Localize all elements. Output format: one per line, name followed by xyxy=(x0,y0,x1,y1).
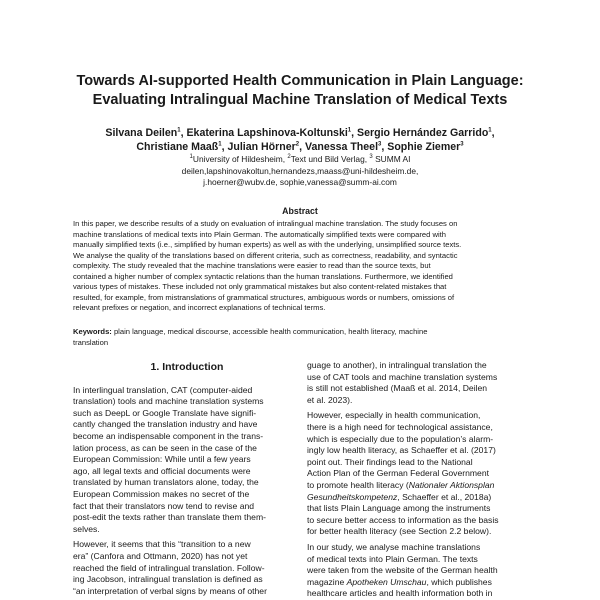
author-name: Sergio Hernández Garrido xyxy=(357,127,489,139)
text-line: ing Jacobson, intralingual translation is defined as xyxy=(73,574,263,585)
right-column xyxy=(307,360,535,600)
text-line xyxy=(307,577,535,589)
text-line: ingly low health literacy, as Schaeffer et al. (2017) xyxy=(307,445,496,456)
paragraph xyxy=(73,539,301,597)
paragraph xyxy=(307,542,535,600)
author-list xyxy=(40,126,560,154)
paragraph xyxy=(73,385,301,536)
email-line: j.hoerner@wubv.de, sophie,vanessa@summ-ai.com xyxy=(203,177,397,187)
left-column xyxy=(73,360,301,597)
text-fragment: magazine xyxy=(307,576,347,587)
text-line: ago, all legal texts and official documents were xyxy=(73,465,251,476)
keywords-line xyxy=(73,327,529,338)
title-line-1: Towards AI-supported Health Communication in Plain Language: xyxy=(76,73,524,89)
text-line: were taken from the website of the German health xyxy=(307,565,498,576)
author-affil-sup: 1 xyxy=(177,127,181,134)
abstract-line: relevant prefixes or negation, and incorrect explanations of technical terms. xyxy=(73,303,326,313)
text-line: which is especially due to the population’s alarm- xyxy=(307,433,494,444)
italic-term: Apotheken Umschau xyxy=(346,576,427,587)
text-line: that lists Plain Language among the instruments xyxy=(307,503,491,514)
keywords xyxy=(73,327,529,348)
text-line: In interlingual translation, CAT (computer-aided xyxy=(73,384,253,395)
author-affil-sup: 3 xyxy=(460,141,464,148)
italic-term: Nationaler Aktionsplan xyxy=(408,479,495,490)
affil-institution: Text und Bild Verlag, xyxy=(290,154,370,164)
text-line: of medical texts into Plain German. The texts xyxy=(307,553,478,564)
paragraph xyxy=(307,360,535,406)
text-line: such as DeepL or Google Translate have signifi- xyxy=(73,407,257,418)
abstract-line: manually simplified texts (i.e., simplified by human experts) as well as with the underlying, unsimplified source texts. xyxy=(73,240,462,250)
author-name: Ekaterina Lapshinova-Koltunski xyxy=(186,127,348,139)
author-affil-sup: 1 xyxy=(218,141,222,148)
text-line: fact that their translators now tend to revise and xyxy=(73,500,255,511)
keywords-label: Keywords: xyxy=(73,327,112,336)
affil-institution: SUMM AI xyxy=(372,154,411,164)
text-line: reached the field of intralingual translation. Follow- xyxy=(73,562,265,573)
text-fragment: to promote health literacy ( xyxy=(307,479,409,490)
text-line: era” (Canfora and Ottmann, 2020) has not yet xyxy=(73,550,248,561)
text-line xyxy=(307,480,535,492)
text-line: use of CAT tools and machine translation systems xyxy=(307,371,498,382)
affil-sup: 2 xyxy=(287,154,291,161)
author-name: Silvana Deilen xyxy=(105,127,178,139)
text-line: In our study, we analyse machine translations xyxy=(307,541,481,552)
title-line-2: Evaluating Intralingual Machine Translation of Medical Texts xyxy=(92,92,508,108)
italic-term: Gesundheitskompetenz xyxy=(307,491,398,502)
abstract-line: contained a higher number of complex syntactic relations than the human translations. Furthermore, we identified xyxy=(73,271,453,281)
text-line: translated by human translators alone, today, the xyxy=(73,477,259,488)
abstract-line: We analyse the quality of the translations based on different criteria, such as correctness, readability, and syntactic xyxy=(73,250,458,260)
text-line: Action Plan of the German Federal Government xyxy=(307,468,489,479)
abstract-heading: Abstract xyxy=(282,206,318,216)
affiliations xyxy=(40,154,560,189)
text-line: However, especially in health communication, xyxy=(307,410,481,421)
affil-sup: 1 xyxy=(189,154,193,161)
text-line: translation) tools and machine translation systems xyxy=(73,396,264,407)
text-line: et al. 2023). xyxy=(307,394,353,405)
abstract-line: resulted, for example, from mistranslations of grammatical structures, ambiguous words or numbers, omissions of xyxy=(73,292,455,302)
author-name: Vanessa Theel xyxy=(304,141,379,153)
text-line: lation process, as can be seen in the case of the xyxy=(73,442,257,453)
text-line: cantly changed the translation industry and have xyxy=(73,419,258,430)
text-line: healthcare articles and health information both in xyxy=(307,588,493,599)
author-affil-sup: 1 xyxy=(488,127,492,134)
text-line: there is a high need for technological assistance, xyxy=(307,421,493,432)
paper-title xyxy=(40,72,560,110)
text-line: European Commission makes no secret of the xyxy=(73,488,250,499)
text-line xyxy=(307,492,535,504)
text-line: post-edit the texts rather than translate them them- xyxy=(73,512,266,523)
affil-sup: 3 xyxy=(369,154,373,161)
text-line: for better health literacy (see Section 2.2 below). xyxy=(307,526,492,537)
email-line: deilen,lapshinovakoltun,hernandezs,maass@uni-hildesheim.de, xyxy=(181,165,419,176)
author-line-1: Silvana Deilen$^1$, Ekaterina Lapshinova-Koltunski$^1$, Sergio Hernández Garrido$^1$, xyxy=(105,127,495,139)
abstract-line: complexity. The study revealed that the machine translations were easier to read than the source texts, but xyxy=(73,261,431,271)
affiliation-line xyxy=(40,154,560,166)
author-name: Sophie Ziemer xyxy=(387,141,461,153)
text-line: selves. xyxy=(73,523,100,534)
author-affil-sup: 2 xyxy=(295,141,300,148)
text-fragment: , Schaeffer et al., 2018a) xyxy=(397,491,492,502)
text-line: to secure better access to information as the basis xyxy=(307,514,499,525)
author-name: Christiane Maaß xyxy=(136,141,219,153)
text-line: is still not established (Maaß et al. 2014, Deilen xyxy=(307,383,488,394)
text-line: European Commission: While until a few years xyxy=(73,454,251,465)
keywords-line: translation xyxy=(73,337,109,347)
author-line-2: Christiane Maaß$^1$, Julian Hörner$^2$, Vanessa Theel$^3$, Sophie Ziemer$^3$ xyxy=(136,141,464,153)
author-name: Julian Hörner xyxy=(227,141,296,153)
abstract-body xyxy=(73,219,529,314)
text-line: point out. Their findings lead to the National xyxy=(307,456,473,467)
text-line: become an indispensable component in the trans- xyxy=(73,430,264,441)
text-line: “an interpretation of verbal signs by means of other xyxy=(73,585,267,596)
text-line: guage to another), in intralingual translation the xyxy=(307,360,487,370)
author-affil-sup: 1 xyxy=(347,127,352,134)
keywords-text: plain language, medical discourse, accessible health communication, health literacy, machine xyxy=(111,327,428,336)
paragraph xyxy=(307,410,535,538)
abstract-line: In this paper, we describe results of a study on evaluation of intralingual machine translation. The study focuses on xyxy=(73,219,458,228)
text-line: However, it seems that this “transition to a new xyxy=(73,539,251,550)
abstract-line: various types of mistakes. These included not only grammatical mistakes but also content-related mistakes that xyxy=(73,282,447,292)
section-heading-introduction: 1. Introduction xyxy=(150,361,224,373)
author-affil-sup: 3 xyxy=(378,141,382,148)
text-fragment: , which publishes xyxy=(426,576,492,587)
affil-institution: University of Hildesheim, xyxy=(192,154,288,164)
abstract-line: machine translations of medical texts into Plain German. The automatically simplified texts were compared with xyxy=(73,229,446,239)
